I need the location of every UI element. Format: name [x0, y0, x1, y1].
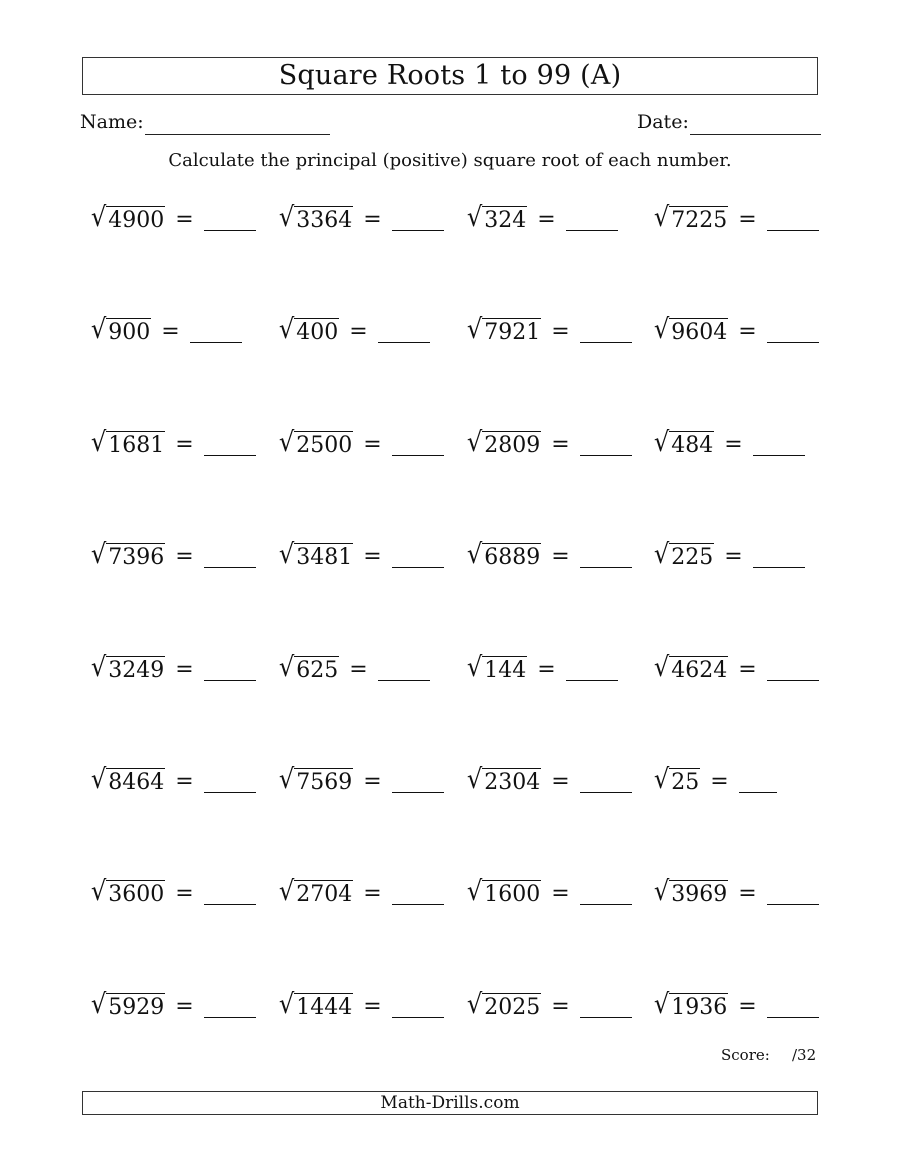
problem: [90, 418, 256, 458]
radicand: 625: [296, 658, 339, 683]
radicand: 9604: [671, 320, 728, 345]
equals-sign: =: [175, 207, 194, 232]
answer-blank[interactable]: [392, 993, 444, 1018]
equals-sign: =: [738, 881, 757, 906]
problem: [653, 980, 819, 1020]
radical-sign-icon: √: [466, 764, 483, 795]
name-label: Name:: [80, 111, 144, 133]
square-root-expression: [466, 540, 541, 570]
radical-sign-icon: √: [278, 764, 295, 795]
equals-sign: =: [161, 319, 180, 344]
radicand: 2809: [484, 433, 541, 458]
problem: [653, 530, 805, 570]
square-root-expression: [278, 315, 339, 345]
problem: [90, 193, 256, 233]
square-root-expression: [90, 765, 165, 795]
radicand: 1681: [108, 433, 165, 458]
radicand: 2025: [484, 995, 541, 1020]
answer-blank[interactable]: [580, 543, 632, 568]
problem: [466, 530, 632, 570]
square-root-expression: [653, 428, 714, 458]
square-root-expression: [466, 203, 527, 233]
radical-sign-icon: √: [466, 989, 483, 1020]
problem: [278, 980, 444, 1020]
answer-blank[interactable]: [378, 656, 430, 681]
answer-blank[interactable]: [392, 431, 444, 456]
radical-sign-icon: √: [653, 652, 670, 683]
problem: [466, 193, 618, 233]
answer-blank[interactable]: [204, 656, 256, 681]
square-root-expression: [90, 877, 165, 907]
square-root-expression: [466, 990, 541, 1020]
radicand: 25: [671, 770, 700, 795]
radicand: 900: [108, 320, 151, 345]
radicand: 3600: [108, 882, 165, 907]
radicand: 324: [484, 208, 527, 233]
radicand: 400: [296, 320, 339, 345]
square-root-expression: [90, 540, 165, 570]
equals-sign: =: [175, 657, 194, 682]
footer-site: Math-Drills.com: [82, 1091, 818, 1115]
equals-sign: =: [175, 881, 194, 906]
answer-blank[interactable]: [580, 431, 632, 456]
problem: [278, 305, 430, 345]
radical-sign-icon: √: [90, 314, 107, 345]
equals-sign: =: [724, 432, 743, 457]
radical-sign-icon: √: [278, 314, 295, 345]
answer-blank[interactable]: [753, 543, 805, 568]
answer-blank[interactable]: [767, 318, 819, 343]
square-root-expression: [90, 653, 165, 683]
equals-sign: =: [363, 881, 382, 906]
answer-blank[interactable]: [767, 993, 819, 1018]
radicand: 7569: [296, 770, 353, 795]
problem: [278, 643, 430, 683]
equals-sign: =: [363, 769, 382, 794]
answer-blank[interactable]: [580, 318, 632, 343]
equals-sign: =: [738, 994, 757, 1019]
radicand: 7225: [671, 208, 728, 233]
radical-sign-icon: √: [278, 202, 295, 233]
radical-sign-icon: √: [278, 876, 295, 907]
equals-sign: =: [363, 207, 382, 232]
problem: [466, 867, 632, 907]
equals-sign: =: [537, 207, 556, 232]
square-root-expression: [466, 765, 541, 795]
answer-blank[interactable]: [392, 880, 444, 905]
answer-blank[interactable]: [204, 768, 256, 793]
equals-sign: =: [710, 769, 729, 794]
date-field[interactable]: [690, 134, 821, 135]
problem: [653, 305, 819, 345]
equals-sign: =: [551, 544, 570, 569]
problem: [90, 980, 256, 1020]
answer-blank[interactable]: [392, 543, 444, 568]
problem: [653, 418, 805, 458]
radicand: 3364: [296, 208, 353, 233]
problem: [278, 418, 444, 458]
problem: [653, 867, 819, 907]
radicand: 484: [671, 433, 714, 458]
square-root-expression: [278, 877, 353, 907]
radical-sign-icon: √: [90, 202, 107, 233]
problem: [90, 305, 242, 345]
equals-sign: =: [551, 319, 570, 344]
radical-sign-icon: √: [653, 764, 670, 795]
radical-sign-icon: √: [278, 989, 295, 1020]
equals-sign: =: [724, 544, 743, 569]
radical-sign-icon: √: [90, 764, 107, 795]
square-root-expression: [466, 315, 541, 345]
square-root-expression: [653, 540, 714, 570]
radicand: 225: [671, 545, 714, 570]
square-root-expression: [278, 653, 339, 683]
radicand: 144: [484, 658, 527, 683]
radicand: 8464: [108, 770, 165, 795]
square-root-expression: [90, 203, 165, 233]
square-root-expression: [466, 653, 527, 683]
equals-sign: =: [175, 994, 194, 1019]
equals-sign: =: [175, 544, 194, 569]
square-root-expression: [278, 203, 353, 233]
square-root-expression: [90, 990, 165, 1020]
square-root-expression: [653, 653, 728, 683]
answer-blank[interactable]: [190, 318, 242, 343]
radical-sign-icon: √: [90, 989, 107, 1020]
problem: [90, 530, 256, 570]
radicand: 4624: [671, 658, 728, 683]
radicand: 5929: [108, 995, 165, 1020]
radicand: 2500: [296, 433, 353, 458]
problem: [90, 643, 256, 683]
radical-sign-icon: √: [90, 876, 107, 907]
answer-blank[interactable]: [767, 656, 819, 681]
square-root-expression: [653, 315, 728, 345]
equals-sign: =: [551, 994, 570, 1019]
radicand: 6889: [484, 545, 541, 570]
square-root-expression: [466, 877, 541, 907]
square-root-expression: [278, 990, 353, 1020]
radical-sign-icon: √: [653, 876, 670, 907]
equals-sign: =: [738, 319, 757, 344]
radical-sign-icon: √: [278, 427, 295, 458]
equals-sign: =: [551, 432, 570, 457]
equals-sign: =: [349, 657, 368, 682]
instructions: Calculate the principal (positive) square root of each number.: [168, 150, 732, 171]
problem: [278, 530, 444, 570]
answer-blank[interactable]: [204, 993, 256, 1018]
radical-sign-icon: √: [466, 652, 483, 683]
square-root-expression: [278, 540, 353, 570]
equals-sign: =: [537, 657, 556, 682]
problem: [466, 418, 632, 458]
equals-sign: =: [363, 544, 382, 569]
radicand: 3249: [108, 658, 165, 683]
square-root-expression: [278, 428, 353, 458]
square-root-expression: [653, 990, 728, 1020]
answer-blank[interactable]: [580, 768, 632, 793]
square-root-expression: [466, 428, 541, 458]
radical-sign-icon: √: [466, 202, 483, 233]
radical-sign-icon: √: [90, 652, 107, 683]
answer-blank[interactable]: [753, 431, 805, 456]
problem: [466, 755, 632, 795]
answer-blank[interactable]: [204, 431, 256, 456]
equals-sign: =: [551, 881, 570, 906]
problem: [278, 755, 444, 795]
radical-sign-icon: √: [466, 539, 483, 570]
answer-blank[interactable]: [392, 768, 444, 793]
problem: [653, 193, 819, 233]
radical-sign-icon: √: [90, 539, 107, 570]
radicand: 1936: [671, 995, 728, 1020]
problem: [653, 755, 777, 795]
radicand: 1600: [484, 882, 541, 907]
equals-sign: =: [738, 207, 757, 232]
problem: [653, 643, 819, 683]
radical-sign-icon: √: [466, 876, 483, 907]
radicand: 2704: [296, 882, 353, 907]
problem: [466, 643, 618, 683]
answer-blank[interactable]: [204, 880, 256, 905]
answer-blank[interactable]: [378, 318, 430, 343]
radical-sign-icon: √: [466, 427, 483, 458]
radical-sign-icon: √: [466, 314, 483, 345]
square-root-expression: [278, 765, 353, 795]
answer-blank[interactable]: [739, 768, 777, 793]
radical-sign-icon: √: [653, 314, 670, 345]
radical-sign-icon: √: [90, 427, 107, 458]
square-root-expression: [90, 315, 151, 345]
radical-sign-icon: √: [653, 539, 670, 570]
radical-sign-icon: √: [653, 202, 670, 233]
radicand: 3969: [671, 882, 728, 907]
worksheet-title: Square Roots 1 to 99 (A): [82, 57, 818, 95]
date-label: Date:: [637, 111, 689, 133]
problem: [278, 867, 444, 907]
equals-sign: =: [738, 657, 757, 682]
equals-sign: =: [349, 319, 368, 344]
radicand: 7921: [484, 320, 541, 345]
radical-sign-icon: √: [278, 652, 295, 683]
square-root-expression: [653, 203, 728, 233]
score-total: /32: [792, 1046, 817, 1064]
radical-sign-icon: √: [653, 427, 670, 458]
problem: [278, 193, 444, 233]
answer-blank[interactable]: [580, 880, 632, 905]
answer-blank[interactable]: [566, 656, 618, 681]
radical-sign-icon: √: [278, 539, 295, 570]
radicand: 4900: [108, 208, 165, 233]
answer-blank[interactable]: [580, 993, 632, 1018]
score-label: Score:: [721, 1046, 770, 1064]
equals-sign: =: [175, 769, 194, 794]
problem: [90, 867, 256, 907]
radical-sign-icon: √: [653, 989, 670, 1020]
answer-blank[interactable]: [204, 206, 256, 231]
problem: [466, 980, 632, 1020]
radicand: 1444: [296, 995, 353, 1020]
square-root-expression: [653, 765, 700, 795]
square-root-expression: [90, 428, 165, 458]
problem: [90, 755, 256, 795]
answer-blank[interactable]: [392, 206, 444, 231]
problem: [466, 305, 632, 345]
equals-sign: =: [175, 432, 194, 457]
equals-sign: =: [363, 994, 382, 1019]
radicand: 7396: [108, 545, 165, 570]
equals-sign: =: [551, 769, 570, 794]
name-field[interactable]: [145, 134, 330, 135]
radicand: 3481: [296, 545, 353, 570]
answer-blank[interactable]: [767, 880, 819, 905]
equals-sign: =: [363, 432, 382, 457]
answer-blank[interactable]: [566, 206, 618, 231]
radicand: 2304: [484, 770, 541, 795]
answer-blank[interactable]: [204, 543, 256, 568]
answer-blank[interactable]: [767, 206, 819, 231]
square-root-expression: [653, 877, 728, 907]
